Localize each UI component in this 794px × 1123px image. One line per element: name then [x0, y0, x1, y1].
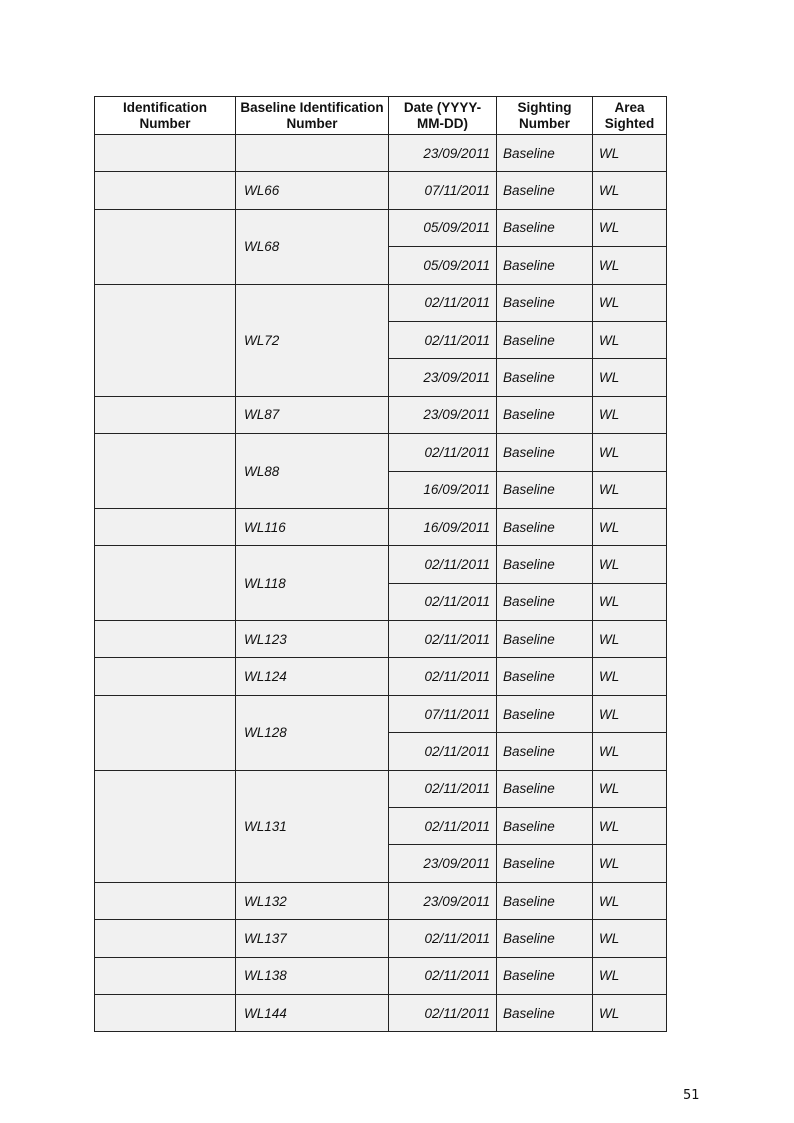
area-sighted-cell: WL [593, 434, 667, 471]
area-sighted-cell: WL [593, 284, 667, 321]
baseline-id-cell: WL118 [236, 546, 389, 621]
header-date: Date (YYYY-MM-DD) [389, 97, 497, 135]
sighting-number-cell: Baseline [497, 247, 593, 284]
identification-number-cell [95, 396, 236, 433]
sighting-number-cell: Baseline [497, 135, 593, 172]
sighting-number-cell: Baseline [497, 920, 593, 957]
sighting-number-cell: Baseline [497, 396, 593, 433]
sighting-number-cell: Baseline [497, 770, 593, 807]
sighting-number-cell: Baseline [497, 583, 593, 620]
baseline-id-cell: WL131 [236, 770, 389, 882]
table-row [95, 920, 667, 957]
identification-number-cell [95, 994, 236, 1031]
sighting-number-cell: Baseline [497, 508, 593, 545]
table-row [95, 695, 667, 732]
date-cell: 02/11/2011 [389, 546, 497, 583]
area-sighted-cell: WL [593, 471, 667, 508]
table-row [95, 508, 667, 545]
table-row [95, 882, 667, 919]
identification-number-cell [95, 284, 236, 396]
identification-number-cell [95, 658, 236, 695]
sighting-number-cell: Baseline [497, 321, 593, 358]
area-sighted-cell: WL [593, 359, 667, 396]
date-cell: 02/11/2011 [389, 621, 497, 658]
area-sighted-cell: WL [593, 920, 667, 957]
table-row [95, 396, 667, 433]
sighting-number-cell: Baseline [497, 695, 593, 732]
header-baseline-identification-number: Baseline Identification Number [236, 97, 389, 135]
area-sighted-cell: WL [593, 770, 667, 807]
area-sighted-cell: WL [593, 957, 667, 994]
sighting-number-cell: Baseline [497, 471, 593, 508]
area-sighted-cell: WL [593, 546, 667, 583]
baseline-id-cell: WL144 [236, 994, 389, 1031]
baseline-id-cell: WL72 [236, 284, 389, 396]
baseline-id-cell: WL124 [236, 658, 389, 695]
table-row [95, 621, 667, 658]
header-sighting-number: Sighting Number [497, 97, 593, 135]
date-cell: 02/11/2011 [389, 583, 497, 620]
identification-number-cell [95, 957, 236, 994]
date-cell: 02/11/2011 [389, 957, 497, 994]
baseline-id-cell: WL88 [236, 434, 389, 509]
baseline-id-cell: WL87 [236, 396, 389, 433]
date-cell: 07/11/2011 [389, 172, 497, 209]
date-cell: 05/09/2011 [389, 209, 497, 246]
sighting-number-cell: Baseline [497, 359, 593, 396]
date-cell: 02/11/2011 [389, 733, 497, 770]
baseline-id-cell: WL66 [236, 172, 389, 209]
area-sighted-cell: WL [593, 209, 667, 246]
area-sighted-cell: WL [593, 321, 667, 358]
table-body [95, 135, 667, 1032]
date-cell: 02/11/2011 [389, 994, 497, 1031]
sightings-table [94, 96, 667, 1032]
baseline-id-cell [236, 135, 389, 172]
identification-number-cell [95, 135, 236, 172]
date-cell: 16/09/2011 [389, 471, 497, 508]
identification-number-cell [95, 434, 236, 509]
identification-number-cell [95, 882, 236, 919]
area-sighted-cell: WL [593, 658, 667, 695]
sighting-number-cell: Baseline [497, 172, 593, 209]
identification-number-cell [95, 920, 236, 957]
baseline-id-cell: WL123 [236, 621, 389, 658]
baseline-id-cell: WL132 [236, 882, 389, 919]
area-sighted-cell: WL [593, 172, 667, 209]
sighting-number-cell: Baseline [497, 284, 593, 321]
identification-number-cell [95, 546, 236, 621]
identification-number-cell [95, 621, 236, 658]
table-row [95, 434, 667, 471]
area-sighted-cell: WL [593, 695, 667, 732]
page-number: 51 [683, 1088, 700, 1103]
date-cell: 02/11/2011 [389, 434, 497, 471]
table-row [95, 546, 667, 583]
date-cell: 07/11/2011 [389, 695, 497, 732]
date-cell: 23/09/2011 [389, 845, 497, 882]
area-sighted-cell: WL [593, 247, 667, 284]
identification-number-cell [95, 770, 236, 882]
identification-number-cell [95, 209, 236, 284]
area-sighted-cell: WL [593, 808, 667, 845]
sighting-number-cell: Baseline [497, 733, 593, 770]
header-row [95, 97, 667, 135]
sighting-number-cell: Baseline [497, 994, 593, 1031]
baseline-id-cell: WL128 [236, 695, 389, 770]
table-row [95, 957, 667, 994]
sighting-number-cell: Baseline [497, 621, 593, 658]
area-sighted-cell: WL [593, 135, 667, 172]
date-cell: 02/11/2011 [389, 808, 497, 845]
area-sighted-cell: WL [593, 621, 667, 658]
date-cell: 02/11/2011 [389, 658, 497, 695]
identification-number-cell [95, 172, 236, 209]
date-cell: 23/09/2011 [389, 882, 497, 919]
date-cell: 16/09/2011 [389, 508, 497, 545]
area-sighted-cell: WL [593, 396, 667, 433]
baseline-id-cell: WL116 [236, 508, 389, 545]
date-cell: 23/09/2011 [389, 359, 497, 396]
sighting-number-cell: Baseline [497, 209, 593, 246]
sighting-number-cell: Baseline [497, 845, 593, 882]
area-sighted-cell: WL [593, 882, 667, 919]
sighting-number-cell: Baseline [497, 434, 593, 471]
area-sighted-cell: WL [593, 508, 667, 545]
area-sighted-cell: WL [593, 994, 667, 1031]
table-row [95, 994, 667, 1031]
area-sighted-cell: WL [593, 733, 667, 770]
baseline-id-cell: WL138 [236, 957, 389, 994]
identification-number-cell [95, 695, 236, 770]
table-row [95, 770, 667, 807]
date-cell: 02/11/2011 [389, 321, 497, 358]
date-cell: 23/09/2011 [389, 396, 497, 433]
sighting-number-cell: Baseline [497, 882, 593, 919]
sighting-number-cell: Baseline [497, 808, 593, 845]
date-cell: 02/11/2011 [389, 770, 497, 807]
area-sighted-cell: WL [593, 583, 667, 620]
table-row [95, 172, 667, 209]
sighting-number-cell: Baseline [497, 957, 593, 994]
baseline-id-cell: WL68 [236, 209, 389, 284]
date-cell: 02/11/2011 [389, 284, 497, 321]
table-row [95, 135, 667, 172]
table-row [95, 658, 667, 695]
table-row [95, 284, 667, 321]
baseline-id-cell: WL137 [236, 920, 389, 957]
date-cell: 05/09/2011 [389, 247, 497, 284]
sighting-number-cell: Baseline [497, 546, 593, 583]
sighting-number-cell: Baseline [497, 658, 593, 695]
identification-number-cell [95, 508, 236, 545]
area-sighted-cell: WL [593, 845, 667, 882]
header-identification-number: Identification Number [95, 97, 236, 135]
table-row [95, 209, 667, 246]
header-area-sighted: Area Sighted [593, 97, 667, 135]
date-cell: 02/11/2011 [389, 920, 497, 957]
date-cell: 23/09/2011 [389, 135, 497, 172]
